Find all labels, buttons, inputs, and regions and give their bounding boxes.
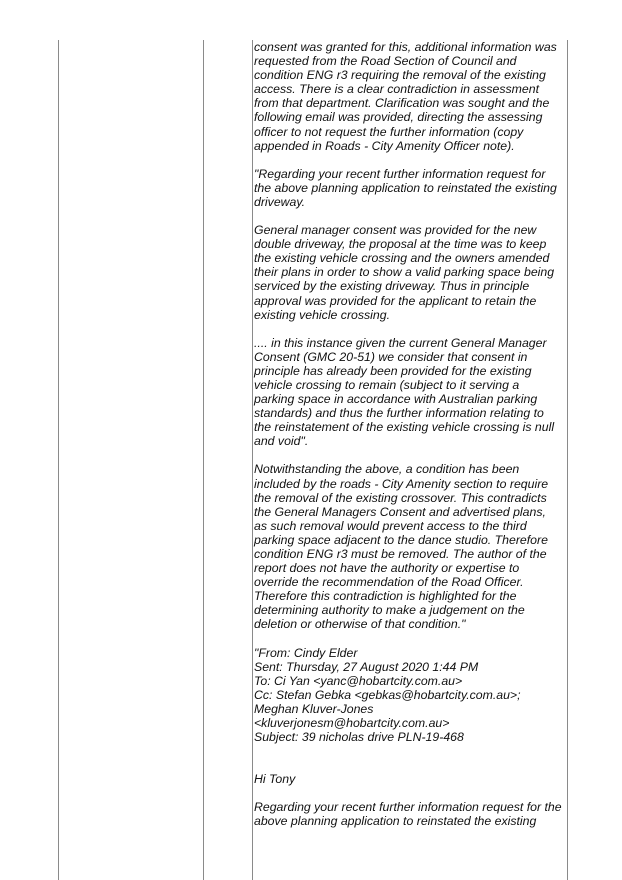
- email-header: [254, 646, 567, 745]
- text-line: requested from the Road Section of Council and: [254, 54, 517, 69]
- paragraph-quote-intro: [254, 167, 567, 209]
- text-line: Therefore this contradiction is highlighted for the: [254, 589, 517, 604]
- text-line: serviced by the existing driveway. Thus in principle: [254, 279, 530, 294]
- text-line: deletion or otherwise of that condition.": [254, 617, 466, 632]
- text-line: double driveway, the proposal at the time was to keep: [254, 237, 547, 252]
- table-border-left: [58, 40, 59, 880]
- text-line: parking space adjacent to the dance studio. Therefore: [254, 532, 548, 547]
- email-subject: Subject: 39 nicholas drive PLN-19-468: [254, 730, 464, 745]
- text-line: approval was provided for the applicant to retain the: [254, 293, 537, 308]
- text-line: above planning application to reinstated the existing: [254, 814, 537, 829]
- text-line: and void".: [254, 434, 309, 449]
- text-line: the existing vehicle crossing and the owners amended: [254, 251, 550, 266]
- text-line: the reinstatement of the existing vehicle crossing is null: [254, 420, 555, 435]
- text-line: Consent (GMC 20-51) we consider that consent in: [254, 349, 528, 364]
- email-cc: Cc: Stefan Gebka <gebkas@hobartcity.com.au>;: [254, 687, 521, 702]
- text-line: override the recommendation of the Road Officer.: [254, 575, 524, 590]
- text-line: driveway.: [254, 194, 306, 209]
- text-line: from that department. Clarification was sought and the: [254, 96, 550, 111]
- text-line: Regarding your recent further information request for the: [254, 800, 562, 815]
- text-line: access. There is a clear contradiction in assessment: [254, 82, 540, 97]
- email-cc-address: <kluverjonesm@hobartcity.com.au>: [254, 716, 450, 731]
- text-line: determining authority to make a judgement on the: [254, 603, 525, 618]
- text-line: parking space in accordance with Australian parking: [254, 392, 538, 407]
- email-to: To: Ci Yan <yanc@hobartcity.com.au>: [254, 673, 463, 688]
- table-column-divider-2: [252, 40, 253, 880]
- text-line: vehicle crossing to remain (subject to it serving a: [254, 377, 520, 392]
- paragraph-gmc-reference: [254, 336, 567, 449]
- text-line: the General Managers Consent and advertised plans,: [254, 504, 546, 519]
- text-line: officer to not request the further information (copy: [254, 124, 524, 139]
- email-cc-continued: Meghan Kluver-Jones: [254, 701, 374, 716]
- text-line: "Regarding your recent further information request for: [254, 166, 546, 181]
- text-line: General manager consent was provided for the new: [254, 223, 537, 238]
- text-line: appended in Roads - City Amenity Officer note).: [254, 138, 515, 153]
- paragraph-consent-note: [254, 40, 567, 153]
- paragraph-gm-consent: [254, 223, 567, 322]
- text-line: consent was granted for this, additional information was: [254, 40, 557, 54]
- comment-text-cell: [254, 40, 567, 843]
- text-line: principle has already been provided for the existing: [254, 363, 532, 378]
- text-line: Notwithstanding the above, a condition has been: [254, 462, 520, 477]
- paragraph-condition-contradiction: [254, 462, 567, 631]
- text-line: condition ENG r3 must be removed. The author of the: [254, 547, 547, 561]
- text-line: .... in this instance given the current General Manager: [254, 335, 547, 350]
- text-line: the removal of the existing crossover. This contradicts: [254, 490, 547, 505]
- email-body-start: [254, 800, 567, 828]
- table-column-divider-1: [203, 40, 204, 880]
- text-line: as such removal would prevent access to the third: [254, 518, 527, 533]
- table-border-right: [567, 40, 568, 880]
- email-greeting: [254, 772, 567, 786]
- email-sent: Sent: Thursday, 27 August 2020 1:44 PM: [254, 659, 479, 674]
- email-from: "From: Cindy Elder: [254, 645, 358, 660]
- text-line: condition ENG r3 requiring the removal of the existing: [254, 68, 546, 83]
- text-line: existing vehicle crossing.: [254, 307, 391, 322]
- text-line: following email was provided, directing the assessing: [254, 110, 543, 125]
- text-line: Hi Tony: [254, 772, 296, 787]
- text-line: the above planning application to reinstated the existing: [254, 180, 557, 195]
- blank-line: [254, 758, 567, 772]
- text-line: report does not have the authority or expertise to: [254, 561, 520, 576]
- text-line: standards) and thus the further information relating to: [254, 406, 544, 421]
- text-line: their plans in order to show a valid parking space being: [254, 265, 555, 280]
- text-line: included by the roads - City Amenity section to require: [254, 476, 549, 491]
